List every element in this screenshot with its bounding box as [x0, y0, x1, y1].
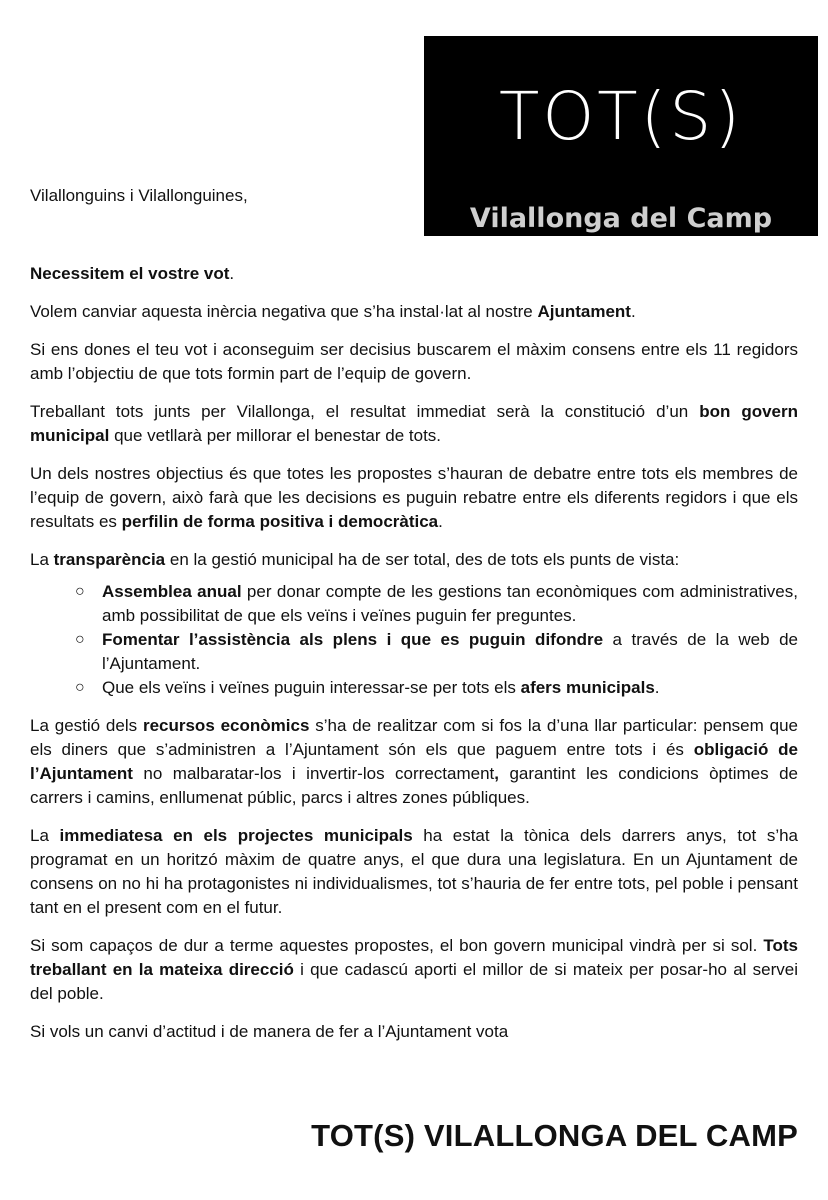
text: La [30, 550, 54, 569]
signature-title: TOT(S) VILALLONGA DEL CAMP [311, 1118, 798, 1153]
paragraph-consensus [30, 338, 798, 386]
bold-text: bon govern municipal [30, 402, 798, 445]
transparency-list [30, 580, 798, 700]
list-item [75, 676, 798, 700]
greeting: Vilallonguins i Vilallonguines, [30, 186, 248, 205]
list-item [75, 628, 798, 676]
text: no malbaratar-los i invertir-los correctament [132, 764, 495, 783]
paragraph-immediacy [30, 824, 798, 920]
bold-text: Assemblea anual [102, 582, 242, 601]
bold-text: recursos econòmics [142, 716, 310, 735]
paragraph-proposals [30, 934, 798, 1006]
bold-text: , [494, 764, 499, 783]
text: per donar compte de les gestions tan econòmiques com administratives, amb possibilitat de que els veïns i veïnes puguin fer preguntes. [102, 582, 798, 625]
text: La [30, 826, 60, 845]
bold-text: perfilin de forma positiva i democràtica [121, 512, 439, 531]
bold-text: transparència [53, 550, 166, 569]
bold-text: immediatesa en els projectes municipals [59, 826, 413, 845]
text: . [654, 678, 660, 697]
bold-text: Tots treballant en la mateixa direcció [30, 936, 798, 979]
paragraph-resources [30, 714, 798, 810]
paragraph-good-government [30, 400, 798, 448]
bold-text: Ajuntament [537, 302, 631, 321]
text: Que els veïns i veïnes puguin interessar-se per tots els [102, 678, 521, 697]
paragraph-vote [30, 262, 798, 286]
list-item [75, 580, 798, 628]
bullet-circle-icon: ○ [75, 583, 85, 600]
text: La gestió dels [30, 716, 143, 735]
text: a través de la web de l’Ajuntament. [102, 630, 798, 673]
bold-text: Fomentar l’assistència als plens i que es puguin difondre [102, 630, 604, 649]
bold-text: obligació de l’Ajuntament [30, 740, 798, 783]
text: . [630, 302, 636, 321]
bullet-circle-icon: ○ [75, 679, 85, 696]
logo-subtitle: Vilallonga del Camp [469, 203, 773, 234]
text: Si som capaços de dur a terme aquestes propostes, el bon govern municipal vindrà per si sol. [30, 936, 764, 955]
text: que vetllarà per millorar el benestar de tots. [109, 426, 442, 445]
text: i que cadascú aporti el millor de si mateix per posar-ho al servei del poble. [30, 960, 798, 1003]
text: Treballant tots junts per Vilallonga, el resultat immediat serà la constitució d’un [30, 402, 700, 421]
text: Un dels nostres objectius és que totes les propostes s’hauran de debatre entre tots els membres de l’equip de govern, això farà que les decisions es puguin rebatre entre els diferents regidors i que els resultats es [30, 464, 798, 531]
text: Volem canviar aquesta inèrcia negativa que s’ha instal·lat al nostre [30, 302, 538, 321]
logo-title: TOT(S) [499, 78, 743, 155]
bold-text: Necessitem el vostre vot [30, 264, 230, 283]
bullet-circle-icon: ○ [75, 631, 85, 648]
paragraph-transparency [30, 548, 798, 572]
text: en la gestió municipal ha de ser total, des de tots els punts de vista: [165, 550, 680, 569]
bold-text: afers municipals [520, 678, 655, 697]
text: garantint les condicions òptimes de carrers i camins, enllumenat públic, parcs i altres zones públiques. [30, 764, 798, 807]
paragraph-change [30, 300, 798, 324]
text: ha estat la tònica dels darrers anys, tot s’ha programat en un horitzó màxim de quatre anys, el que dura una legislatura. En un Ajuntament de consens on no hi ha protagonistes ni individualismes, tot s’hauria de fer entre tots, pel poble i pensant tant en el present com en el futur. [30, 826, 799, 917]
text: . [229, 264, 235, 283]
party-logo [424, 36, 818, 236]
paragraph-call-to-vote [30, 1020, 798, 1044]
text: . [438, 512, 443, 531]
paragraph-objectives [30, 462, 798, 534]
text: Si vols un canvi d’actitud i de manera de fer a l’Ajuntament vota [30, 1022, 509, 1041]
text: Si ens dones el teu vot i aconseguim ser decisius buscarem el màxim consens entre els 11 regidors amb l’objectiu de que tots formin part de l’equip de govern. [30, 340, 798, 383]
letter-body [30, 262, 798, 1058]
text: s’ha de realitzar com si fos la d’una llar particular: pensem que els diners que s’administren a l’Ajuntament són els que paguem entre tots i és [30, 716, 798, 759]
